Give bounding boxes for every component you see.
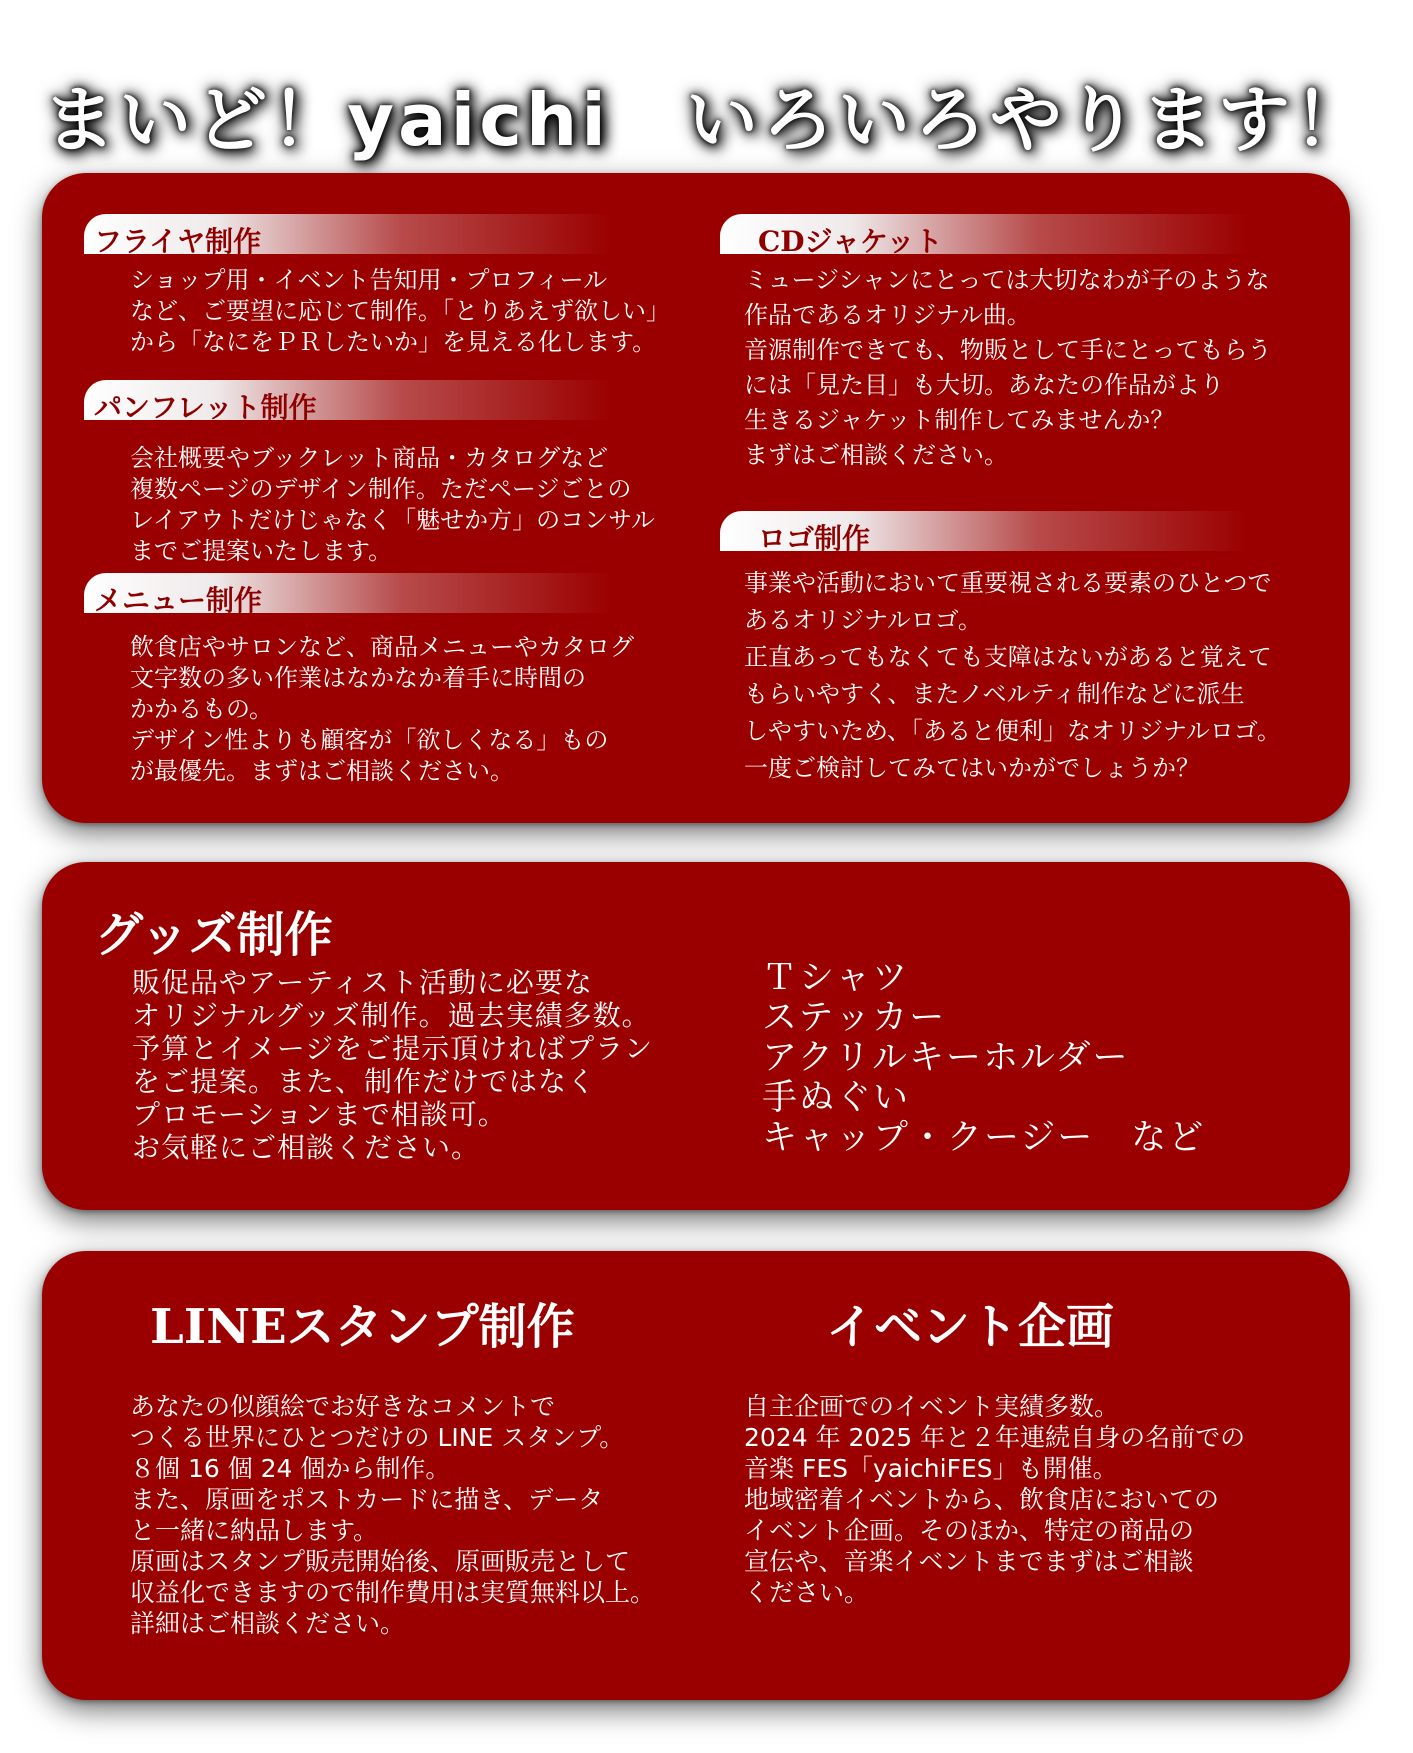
list-item: キャップ・クージー など [762,1118,1206,1158]
line-stamp-heading: LINEスタンプ制作 [150,1299,575,1355]
section-title: メニュー制作 [94,584,263,613]
list-item: 手ぬぐい [762,1078,911,1118]
section-header-menu [84,573,612,613]
event-heading: イベント企画 [826,1299,1115,1355]
page-title: まいど！yaichi いろいろやります！ [43,78,1370,162]
section-header-flyer [84,214,612,254]
section-title: ロゴ制作 [758,522,871,551]
goods-body: 販促品やアーティスト活動に必要な オリジナルグッズ制作。過去実績多数。 予算とイメージをご提示頂ければプラン をご提案。また、制作だけではなく プロモーションまで相談可。 お気軽にご相談ください。 [132,966,654,1164]
section-body-cd-jacket: ミュージシャンにとっては大切なわが子のような 作品であるオリジナル曲。 音源制作できても、物販として手にとってもらう には「見た目」も大切。あなたの作品がより 生きるジャケット制作してみませんか？ まずはご相談ください。 [744,266,1272,469]
section-title: パンフレット制作 [94,391,317,420]
section-header-logo [720,511,1248,551]
section-body-flyer: ショップ用・イベント告知用・プロフィール など、ご要望に応じて制作。「とりあえず欲しい」 から「なにをＰＲしたいか」を見える化します。 [130,266,670,356]
list-item: Ｔシャツ [762,958,910,998]
list-item: ステッカー [762,998,947,1038]
section-body-menu: 飲食店やサロンなど、商品メニューやカタログ 文字数の多い作業はなかなか着手に時間の かかるもの。 デザイン性よりも顧客が「欲しくなる」もの が最優先。まずはご相談ください。 [130,633,634,785]
section-header-cd-jacket [720,214,1248,254]
section-title: CDジャケット [758,225,943,254]
goods-items-list [762,958,1205,1158]
section-body-pamphlet: 会社概要やブックレット商品・カタログなど 複数ページのデザイン制作。ただページごとの レイアウトだけじゃなく「魅せか方」のコンサル までご提案いたします。 [130,444,655,565]
goods-heading: グッズ制作 [95,907,333,963]
line-stamp-body: あなたの似顔絵でお好きなコメントで つくる世界にひとつだけの LINE スタンプ。 ８個 16 個 24 個から制作。 また、原画をポストカードに描き、データ と一緒に納品します。 原画はスタンプ販売開始後、原画販売として 収益化できますので制作費用は実質無料以上。 詳細はご相談ください。 [130,1392,656,1638]
section-header-pamphlet [84,380,612,420]
section-body-logo: 事業や活動において重要視される要素のひとつで あるオリジナルロゴ。 正直あってもなくても支障はないがあると覚えて もらいやすく、またノベルティ制作などに派生 しやすいため、「あると便利」なオリジナルロゴ。 一度ご検討してみてはいかがでしょうか？ [744,569,1281,782]
event-body: 自主企画でのイベント実績多数。 2024 年 2025 年と２年連続自身の名前での 音楽 FES「yaichiFES」も開催。 地域密着イベントから、飲食店においての イベント企画。そのほか、特定の商品の 宣伝や、音楽イベントまでまずはご相談 ください。 [744,1392,1246,1607]
section-title: フライヤ制作 [94,225,262,254]
list-item: アクリルキーホルダー [762,1038,1130,1078]
